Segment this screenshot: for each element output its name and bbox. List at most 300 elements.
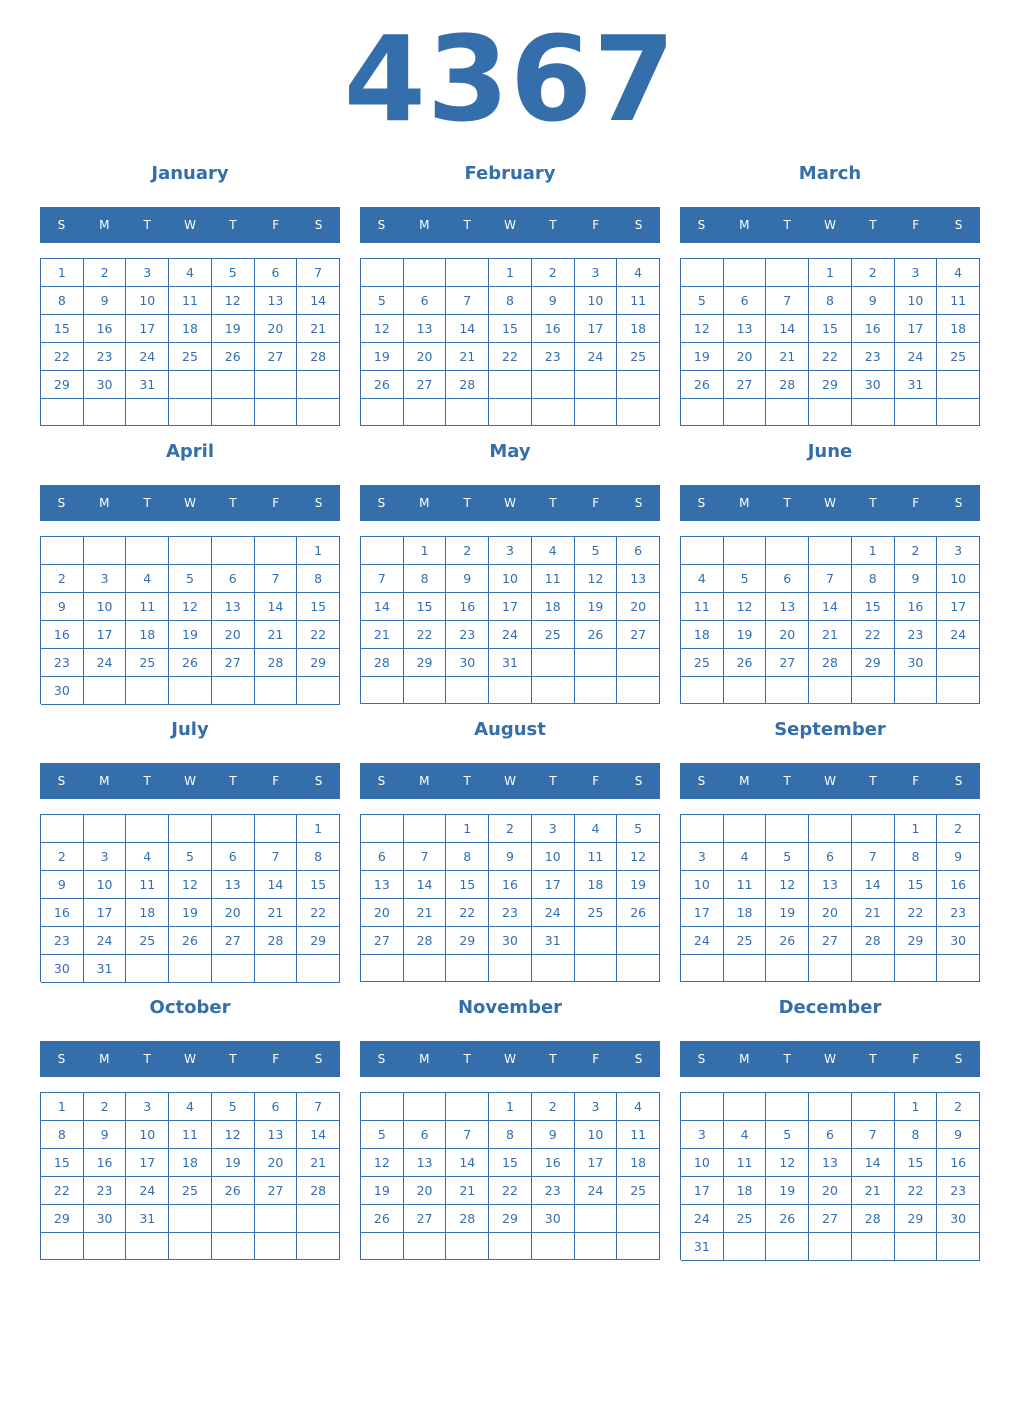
day-cell: 25 (724, 1205, 767, 1233)
empty-day-cell (126, 399, 169, 426)
day-cell: 12 (766, 871, 809, 899)
empty-day-cell (575, 927, 618, 955)
weekday-label: S (314, 496, 323, 510)
day-cell: 27 (617, 621, 660, 649)
day-cell: 4 (617, 259, 660, 287)
day-cell: 18 (575, 871, 618, 899)
day-cell: 31 (681, 1233, 724, 1261)
day-cell: 27 (212, 649, 255, 677)
day-cell: 5 (724, 565, 767, 593)
day-cell: 4 (126, 843, 169, 871)
empty-day-cell (575, 649, 618, 677)
day-cell: 27 (404, 371, 447, 399)
day-cell: 13 (361, 871, 404, 899)
day-cell: 12 (575, 565, 618, 593)
empty-day-cell (895, 955, 938, 982)
weekday-label: W (824, 774, 836, 788)
day-cell: 12 (169, 593, 212, 621)
empty-day-cell (361, 815, 404, 843)
day-cell: 5 (169, 843, 212, 871)
day-cell: 4 (724, 843, 767, 871)
day-cell: 13 (404, 315, 447, 343)
day-cell: 19 (766, 899, 809, 927)
day-cell: 23 (937, 1177, 980, 1205)
day-cell: 14 (446, 315, 489, 343)
empty-day-cell (937, 649, 980, 677)
empty-day-cell (126, 537, 169, 565)
day-cell: 13 (212, 871, 255, 899)
day-cell: 11 (724, 871, 767, 899)
day-cell: 21 (404, 899, 447, 927)
day-cell: 30 (852, 371, 895, 399)
day-cell: 30 (84, 371, 127, 399)
weekday-label: W (824, 1052, 836, 1066)
empty-day-cell (681, 815, 724, 843)
day-cell: 20 (404, 1177, 447, 1205)
day-cell: 12 (212, 1121, 255, 1149)
weekday-label: F (272, 496, 280, 510)
day-cell: 23 (41, 927, 84, 955)
weekday-header (360, 485, 660, 521)
day-cell: 30 (489, 927, 532, 955)
weekday-label: W (504, 496, 516, 510)
day-cell: 14 (852, 1149, 895, 1177)
empty-day-cell (361, 399, 404, 426)
weekday-label: T (783, 1052, 791, 1066)
day-cell: 15 (895, 1149, 938, 1177)
day-cell: 1 (404, 537, 447, 565)
day-cell: 15 (852, 593, 895, 621)
day-cell: 7 (404, 843, 447, 871)
empty-day-cell (724, 1093, 767, 1121)
day-cell: 17 (681, 1177, 724, 1205)
empty-day-cell (532, 399, 575, 426)
day-cell: 21 (809, 621, 852, 649)
empty-day-cell (212, 399, 255, 426)
day-cell: 19 (724, 621, 767, 649)
day-cell: 23 (895, 621, 938, 649)
day-cell: 16 (41, 899, 84, 927)
empty-day-cell (297, 1205, 340, 1233)
day-cell: 19 (169, 899, 212, 927)
day-cell: 27 (212, 927, 255, 955)
empty-day-cell (852, 815, 895, 843)
day-cell: 4 (724, 1121, 767, 1149)
empty-day-cell (724, 1233, 767, 1261)
day-cell: 17 (126, 315, 169, 343)
weekday-header (680, 485, 980, 521)
days-grid (40, 1092, 340, 1260)
empty-day-cell (255, 955, 298, 983)
day-cell: 10 (575, 1121, 618, 1149)
weekday-label: S (697, 774, 706, 788)
day-cell: 5 (617, 815, 660, 843)
empty-day-cell (617, 399, 660, 426)
weekday-label: F (592, 218, 600, 232)
empty-day-cell (724, 815, 767, 843)
day-cell: 15 (895, 871, 938, 899)
weekday-header (360, 207, 660, 243)
empty-day-cell (575, 955, 618, 982)
weekday-label: S (954, 774, 963, 788)
empty-day-cell (489, 677, 532, 704)
day-cell: 31 (532, 927, 575, 955)
empty-day-cell (617, 1205, 660, 1233)
weekday-label: M (99, 496, 110, 510)
empty-day-cell (489, 399, 532, 426)
day-cell: 16 (446, 593, 489, 621)
day-cell: 26 (169, 927, 212, 955)
empty-day-cell (255, 371, 298, 399)
day-cell: 11 (617, 287, 660, 315)
day-cell: 29 (297, 649, 340, 677)
empty-day-cell (937, 399, 980, 426)
day-cell: 16 (489, 871, 532, 899)
day-cell: 2 (84, 1093, 127, 1121)
day-cell: 29 (895, 1205, 938, 1233)
day-cell: 20 (212, 621, 255, 649)
day-cell: 12 (617, 843, 660, 871)
day-cell: 21 (852, 1177, 895, 1205)
month-name: September (774, 719, 886, 740)
day-cell: 23 (489, 899, 532, 927)
day-cell: 28 (809, 649, 852, 677)
day-cell: 19 (361, 343, 404, 371)
day-cell: 22 (297, 621, 340, 649)
day-cell: 9 (41, 871, 84, 899)
day-cell: 20 (212, 899, 255, 927)
weekday-label: T (549, 218, 557, 232)
day-cell: 28 (255, 927, 298, 955)
day-cell: 20 (617, 593, 660, 621)
day-cell: 30 (937, 1205, 980, 1233)
empty-day-cell (212, 955, 255, 983)
empty-day-cell (212, 677, 255, 705)
day-cell: 26 (724, 649, 767, 677)
day-cell: 25 (681, 649, 724, 677)
day-cell: 2 (852, 259, 895, 287)
empty-day-cell (681, 1093, 724, 1121)
day-cell: 14 (361, 593, 404, 621)
day-cell: 21 (361, 621, 404, 649)
year-title: 4367 (343, 10, 677, 148)
day-cell: 26 (766, 1205, 809, 1233)
day-cell: 25 (617, 343, 660, 371)
day-cell: 15 (404, 593, 447, 621)
day-cell: 6 (361, 843, 404, 871)
day-cell: 22 (809, 343, 852, 371)
day-cell: 16 (532, 315, 575, 343)
empty-day-cell (617, 927, 660, 955)
empty-day-cell (212, 371, 255, 399)
weekday-label: T (783, 218, 791, 232)
day-cell: 8 (297, 565, 340, 593)
day-cell: 14 (766, 315, 809, 343)
day-cell: 30 (937, 927, 980, 955)
day-cell: 18 (937, 315, 980, 343)
day-cell: 2 (446, 537, 489, 565)
day-cell: 7 (766, 287, 809, 315)
day-cell: 10 (126, 287, 169, 315)
day-cell: 20 (404, 343, 447, 371)
weekday-label: T (143, 218, 151, 232)
empty-day-cell (766, 955, 809, 982)
empty-day-cell (617, 1233, 660, 1260)
day-cell: 7 (446, 1121, 489, 1149)
day-cell: 18 (126, 899, 169, 927)
empty-day-cell (575, 399, 618, 426)
empty-day-cell (575, 1233, 618, 1260)
day-cell: 5 (361, 1121, 404, 1149)
empty-day-cell (681, 399, 724, 426)
day-cell: 8 (489, 287, 532, 315)
day-cell: 15 (297, 871, 340, 899)
empty-day-cell (361, 677, 404, 704)
day-cell: 6 (809, 1121, 852, 1149)
day-cell: 18 (532, 593, 575, 621)
weekday-label: W (504, 1052, 516, 1066)
day-cell: 14 (809, 593, 852, 621)
day-cell: 14 (852, 871, 895, 899)
weekday-label: T (549, 1052, 557, 1066)
empty-day-cell (937, 1233, 980, 1261)
empty-day-cell (169, 955, 212, 983)
day-cell: 21 (446, 343, 489, 371)
day-cell: 11 (681, 593, 724, 621)
day-cell: 25 (126, 927, 169, 955)
day-cell: 29 (809, 371, 852, 399)
day-cell: 27 (809, 1205, 852, 1233)
day-cell: 31 (126, 1205, 169, 1233)
day-cell: 29 (297, 927, 340, 955)
days-grid (40, 258, 340, 426)
empty-day-cell (255, 1205, 298, 1233)
day-cell: 9 (41, 593, 84, 621)
weekday-label: F (592, 1052, 600, 1066)
day-cell: 26 (681, 371, 724, 399)
day-cell: 3 (489, 537, 532, 565)
day-cell: 17 (489, 593, 532, 621)
empty-day-cell (446, 259, 489, 287)
day-cell: 27 (766, 649, 809, 677)
weekday-label: S (377, 496, 386, 510)
day-cell: 5 (212, 259, 255, 287)
day-cell: 26 (212, 343, 255, 371)
day-cell: 17 (126, 1149, 169, 1177)
day-cell: 13 (809, 1149, 852, 1177)
day-cell: 29 (446, 927, 489, 955)
empty-day-cell (766, 1093, 809, 1121)
day-cell: 25 (169, 343, 212, 371)
day-cell: 20 (809, 1177, 852, 1205)
empty-day-cell (575, 677, 618, 704)
empty-day-cell (617, 371, 660, 399)
day-cell: 4 (126, 565, 169, 593)
day-cell: 16 (937, 1149, 980, 1177)
empty-day-cell (126, 955, 169, 983)
day-cell: 2 (489, 815, 532, 843)
day-cell: 13 (255, 1121, 298, 1149)
day-cell: 24 (895, 343, 938, 371)
empty-day-cell (297, 371, 340, 399)
day-cell: 28 (852, 927, 895, 955)
day-cell: 17 (84, 621, 127, 649)
day-cell: 13 (212, 593, 255, 621)
weekday-label: S (634, 218, 643, 232)
day-cell: 27 (255, 1177, 298, 1205)
empty-day-cell (937, 955, 980, 982)
day-cell: 12 (724, 593, 767, 621)
day-cell: 10 (937, 565, 980, 593)
days-grid (360, 814, 660, 982)
day-cell: 18 (681, 621, 724, 649)
weekday-label: S (57, 496, 66, 510)
empty-day-cell (852, 1093, 895, 1121)
day-cell: 15 (41, 315, 84, 343)
day-cell: 3 (84, 565, 127, 593)
empty-day-cell (617, 649, 660, 677)
day-cell: 2 (84, 259, 127, 287)
empty-day-cell (724, 537, 767, 565)
day-cell: 2 (895, 537, 938, 565)
day-cell: 27 (255, 343, 298, 371)
day-cell: 25 (724, 927, 767, 955)
empty-day-cell (84, 815, 127, 843)
day-cell: 2 (532, 1093, 575, 1121)
day-cell: 11 (532, 565, 575, 593)
day-cell: 22 (297, 899, 340, 927)
weekday-header (360, 763, 660, 799)
day-cell: 11 (169, 287, 212, 315)
day-cell: 8 (41, 287, 84, 315)
empty-day-cell (404, 677, 447, 704)
empty-day-cell (724, 399, 767, 426)
empty-day-cell (809, 537, 852, 565)
weekday-label: T (869, 774, 877, 788)
day-cell: 17 (84, 899, 127, 927)
empty-day-cell (297, 399, 340, 426)
day-cell: 16 (937, 871, 980, 899)
day-cell: 11 (724, 1149, 767, 1177)
day-cell: 3 (937, 537, 980, 565)
empty-day-cell (446, 677, 489, 704)
day-cell: 20 (809, 899, 852, 927)
day-cell: 20 (766, 621, 809, 649)
day-cell: 23 (41, 649, 84, 677)
weekday-label: F (592, 496, 600, 510)
weekday-header (40, 207, 340, 243)
day-cell: 10 (126, 1121, 169, 1149)
day-cell: 29 (41, 371, 84, 399)
day-cell: 8 (297, 843, 340, 871)
day-cell: 21 (446, 1177, 489, 1205)
day-cell: 28 (404, 927, 447, 955)
weekday-label: S (634, 496, 643, 510)
weekday-label: M (419, 218, 430, 232)
empty-day-cell (532, 677, 575, 704)
empty-day-cell (255, 399, 298, 426)
empty-day-cell (809, 677, 852, 704)
day-cell: 6 (617, 537, 660, 565)
empty-day-cell (126, 677, 169, 705)
weekday-label: F (912, 218, 920, 232)
day-cell: 13 (617, 565, 660, 593)
empty-day-cell (361, 1093, 404, 1121)
weekday-label: T (549, 774, 557, 788)
day-cell: 4 (169, 259, 212, 287)
weekday-label: M (99, 1052, 110, 1066)
day-cell: 19 (212, 1149, 255, 1177)
empty-day-cell (404, 1233, 447, 1260)
day-cell: 1 (852, 537, 895, 565)
empty-day-cell (766, 1233, 809, 1261)
day-cell: 18 (724, 899, 767, 927)
day-cell: 19 (212, 315, 255, 343)
day-cell: 10 (532, 843, 575, 871)
day-cell: 13 (404, 1149, 447, 1177)
day-cell: 7 (809, 565, 852, 593)
day-cell: 6 (809, 843, 852, 871)
day-cell: 8 (404, 565, 447, 593)
day-cell: 6 (255, 259, 298, 287)
day-cell: 10 (84, 593, 127, 621)
day-cell: 29 (489, 1205, 532, 1233)
day-cell: 3 (532, 815, 575, 843)
day-cell: 25 (937, 343, 980, 371)
day-cell: 31 (84, 955, 127, 983)
weekday-label: M (419, 1052, 430, 1066)
day-cell: 4 (681, 565, 724, 593)
weekday-label: M (99, 774, 110, 788)
day-cell: 8 (41, 1121, 84, 1149)
day-cell: 10 (681, 871, 724, 899)
day-cell: 3 (895, 259, 938, 287)
day-cell: 30 (84, 1205, 127, 1233)
month-name: February (464, 163, 556, 184)
empty-day-cell (724, 677, 767, 704)
day-cell: 1 (895, 1093, 938, 1121)
empty-day-cell (532, 1233, 575, 1260)
day-cell: 26 (766, 927, 809, 955)
day-cell: 28 (852, 1205, 895, 1233)
day-cell: 14 (297, 287, 340, 315)
day-cell: 24 (84, 927, 127, 955)
weekday-label: M (419, 774, 430, 788)
day-cell: 11 (126, 593, 169, 621)
weekday-label: T (463, 496, 471, 510)
month-name: November (457, 997, 563, 1018)
weekday-label: T (143, 496, 151, 510)
month-name: June (807, 441, 853, 462)
day-cell: 4 (575, 815, 618, 843)
day-cell: 27 (724, 371, 767, 399)
empty-day-cell (361, 537, 404, 565)
day-cell: 24 (575, 1177, 618, 1205)
day-cell: 13 (724, 315, 767, 343)
day-cell: 9 (489, 843, 532, 871)
weekday-header (40, 485, 340, 521)
day-cell: 6 (212, 843, 255, 871)
day-cell: 21 (255, 621, 298, 649)
day-cell: 10 (84, 871, 127, 899)
day-cell: 7 (297, 1093, 340, 1121)
day-cell: 17 (895, 315, 938, 343)
day-cell: 12 (681, 315, 724, 343)
day-cell: 10 (575, 287, 618, 315)
day-cell: 2 (41, 843, 84, 871)
day-cell: 9 (446, 565, 489, 593)
day-cell: 24 (937, 621, 980, 649)
